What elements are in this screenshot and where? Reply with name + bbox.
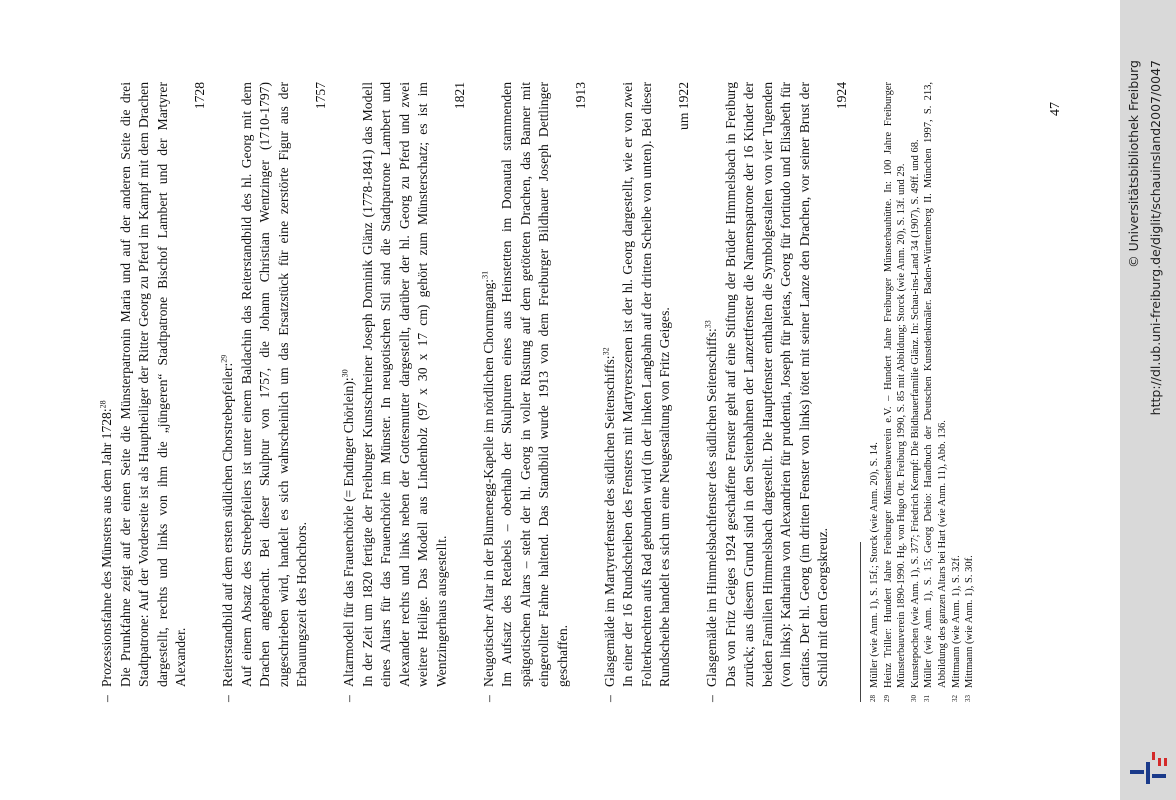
footnote-number: 29 [882,695,891,702]
viewer-sidebar [1120,0,1176,800]
entry-year: 1821 [452,82,467,110]
footnote [922,82,949,702]
footnote [909,82,923,702]
footnote-text: Heinz Triller: Hundert Jahre Freiburger Münsterbauverein e.V. – Hundert Jahre Freiburger Münsterbauhütte. In: 100 Jahre Freiburger Münsterbauverein 1890-1990. Hg. von Hugo Ott. Freiburg 1990, S. 85 mit Abbildung; Storck (wie Anm. 20), S. 13f. und 29. [882,82,908,688]
entry-year: 1757 [312,82,328,110]
entry-title: Neugotischer Altar in der Blumenegg-Kapelle im nördlichen Chorumgang: [480,278,496,687]
footnote-text: Mittmann (wie Anm. 1), S. 30f. [964,555,976,688]
entry-title: Glasgemälde im Himmelsbachfenster des südlichen Seitenschiffs: [704,328,719,687]
footnote-ref[interactable]: 30 [340,369,350,378]
footnote-text: Müller (wie Anm. 1), S. 15f.; Storck (wie Anm. 20), S. 14. [869,442,880,688]
footnote [882,82,909,702]
footnote-number: 31 [923,695,932,702]
footnote-text: Kunstepochen (wie Anm. 1), S. 377; Friedrich Kempf: Die Bildhauerfamilie Glänz. In: Schau-ins-Land 34 (1907), S. 49ff. und 68. [909,139,921,688]
footnote-number: 32 [950,695,959,702]
footnote-number: 30 [909,695,918,702]
entry-title: Altarmodell für das Frauenchörle (= Endinger Chörlein): [341,377,356,687]
footnote-divider [860,542,861,702]
footnote-ref[interactable]: 32 [600,347,610,356]
footnote-ref[interactable]: 33 [703,320,713,329]
entry-title: Reiterstandbild auf dem ersten südlichen Chorstrebepfeiler: [220,362,235,687]
footnotes [868,82,977,702]
footnote-number: 28 [869,695,877,702]
entry-neogothic-altar: –Neugotischer Altar in der Blumenegg-Kapelle im nördlichen Chorumgang:$^{31}$ Im Aufsatz des Retabels – oberhalb der Skulpturen eines aus Heinstetten im Donautal stammenden spätgotischen Altars – steht der hl. Georg in voller Rüstung auf dem getöteten Drachen, das Banner mit eingerollter Fahne haltend. Das Standbild wurde 1913 von dem Freiburger Bildhauer Joseph Dettlinger geschaffen. 1913 [480,82,591,702]
source-url-link[interactable]: http://dl.ub.uni-freiburg.de/diglit/schauinsland2007/0047 [1148,60,1163,416]
entry-procession-banner: –Prozessionsfahne des Münsters aus dem Jahr 1728:$^{28}$ Die Prunkfahne zeigt auf der einen Seite die Münsterpatronin Maria und auf der anderen Seite die drei Stadtpatrone: Auf der Vorderseite ist als Hauptheiliger der Ritter Georg zu Pferd im Kampf mit dem Drachen dargestellt, rechts und links von ihm die „jüngeren“ Stadtpatrone Bischof Lambert und der Martyrer Alexander. 1728 [98,82,209,702]
main-text [98,82,861,702]
entry-body: In der Zeit um 1820 fertigte der Freiburger Kunstschreiner Joseph Dominik Glänz (1778-1841) das Modell eines Altars für das Frauenchörle im Münster. In neugotischen Stil sind die Stadtpatrone Lambert und Alexander rechts und links neben der Gottesmutter dargestellt, darüber der hl. Georg zu Pferd und zwei weitere Heilige. Das Modell aus Lindenholz (97 x 30 x 17 cm) gehört zum Münsterschatz; es ist im Wentzingerhaus ausgestellt. [359,82,449,687]
footnote-ref[interactable]: 31 [479,270,489,279]
entry-year: um 1922 [675,82,691,130]
entry-body: Das von Fritz Geiges 1924 geschaffene Fenster geht auf eine Stiftung der Brüder Himmelsbach in Freiburg zurück; aus diesem Grund sind in den Seitenbahnen der Lanzettfenster die Namenspatrone der 16 Kinder der beiden Familien Himmelsbach dargestellt. Die Hauptfenster enthalten die Symbolgestalten von vier Tugenden (von links): Katharina von Alexandrien für prudentia, Joseph für pietas, Georg für fortitudo und Elisabeth für caritas. Der hl. Georg (im dritten Fenster von links) tötet mit seiner Lanze den Drachen, vor seiner Brust der Schild mit dem Georgskreuz. [722,82,830,687]
entry-title: Glasgemälde im Martyrerfenster des südlichen Seitenschiffs: [601,355,617,687]
footnote [963,82,977,702]
entry-body: Die Prunkfahne zeigt auf der einen Seite die Münsterpatronin Maria und auf der anderen Seite die drei Stadtpatrone: Auf der Vorderseite ist als Hauptheiliger der Ritter Georg zu Pferd im Kampf mit dem Drachen dargestellt, rechts und links von ihm die „jüngeren“ Stadtpatrone Bischof Lambert und der Martyrer Alexander. [117,82,188,687]
page-number: 47 [1048,102,1063,116]
entry-body: In einer der 16 Rundscheiben des Fensters mit Martyrerszenen ist der hl. Georg dargestellt, wie er von zwei Folterknechten aufs Rad gebunden wird (in der linken Langbahn auf der dritten Scheibe von unten). Bei dieser Rundscheibe handelt es sich um eine Neugestaltung von Fritz Geiges. [620,82,672,687]
footnote-ref[interactable]: 28 [98,400,108,409]
entry-altar-model: –Altarmodell für das Frauenchörle (= Endinger Chörlein):$^{30}$ In der Zeit um 1820 fertigte der Freiburger Kunstschreiner Joseph Dominik Glänz (1778-1841) das Modell eines Altars für das Frauenchörle im Münster. In neugotischen Stil sind die Stadtpatrone Lambert und Alexander rechts und links neben der Gottesmutter dargestellt, darüber der hl. Georg zu Pferd und zwei weitere Heilige. Das Modell aus Lindenholz (97 x 30 x 17 cm) gehört zum Münsterschatz; es ist im Wentzingerhaus ausgestellt. 1821 [340,82,470,702]
entry-equestrian-statue: –Reiterstandbild auf dem ersten südlichen Chorstrebepfeiler:$^{29}$ Auf einem Absatz des Strebepfeilers ist unter einem Baldachin das Reiterstandbild des hl. Georg mit dem Drachen angebracht. Bei dieser Skulptur von 1757, die Johann Christian Wentzinger (1710-1797) zugeschrieben wird, handelt es sich wahrscheinlich um das Ersatzstück für eine zerstörte Figur aus der Erbauungszeit des Hochchors. 1757 [219,82,330,702]
footnote-text: Müller (wie Anm. 1), S. 15; Georg Dehio: Handbuch der Deutschen Kunstdenkmäler. Baden-Württemberg II. München 1997, S. 213, Abbildung des ganzen Altars bei Hart (wie Anm. 11), Abb. 136. [923,82,948,688]
footnote [950,82,964,702]
copyright-text: © Universitätsbibliothek Freiburg [1126,60,1141,268]
entry-year: 1924 [833,82,849,110]
entry-himmelsbach-window: –Glasgemälde im Himmelsbachfenster des südlichen Seitenschiffs:$^{33}$ Das von Fritz Geiges 1924 geschaffene Fenster geht auf eine Stiftung der Brüder Himmelsbach in Freiburg zurück; aus diesem Grund sind in den Seitenbahnen der Lanzettfenster die Namenspatrone der 16 Kinder der beiden Familien Himmelsbach dargestellt. Die Hauptfenster enthalten die Symbolgestalten von vier Tugenden (von links): Katharina von Alexandrien für prudentia, Joseph für pietas, Georg für fortitudo und Elisabeth für caritas. Der hl. Georg (im dritten Fenster von links) tötet mit seiner Lanze den Drachen, vor seiner Brust der Schild mit dem Georgskreuz. 1924 [703,82,851,702]
entry-martyr-window: –Glasgemälde im Martyrerfenster des südlichen Seitenschiffs:$^{32}$ In einer der 16 Rundscheiben des Fensters mit Martyrerszenen ist der hl. Georg dargestellt, wie er von zwei Folterknechten aufs Rad gebunden wird (in der linken Langbahn auf der dritten Scheibe von unten). Bei dieser Rundscheibe handelt es sich um eine Neugestaltung von Fritz Geiges. um 1922 [601,82,694,702]
footnote [868,82,882,702]
footnote-text: Mittmann (wie Anm. 1), S. 32f. [950,555,962,688]
footnote-number: 33 [964,695,973,702]
ub-freiburg-logo-icon [1128,748,1172,788]
entry-year: 1728 [191,82,207,110]
entry-title: Prozessionsfahne des Münsters aus dem Jahr 1728: [99,408,114,687]
entry-body: Im Aufsatz des Retabels – oberhalb der Skulpturen eines aus Heinstetten im Donautal stammenden spätgotischen Altars – steht der hl. Georg in voller Rüstung auf dem getöteten Drachen, das Banner mit eingerollter Fahne haltend. Das Standbild wurde 1913 von dem Freiburger Bildhauer Joseph Dettlinger geschaffen. [499,82,570,687]
footnote-ref[interactable]: 29 [219,354,229,363]
entry-year: 1913 [573,82,588,110]
entry-body: Auf einem Absatz des Strebepfeilers ist unter einem Baldachin das Reiterstandbild des hl. Georg mit dem Drachen angebracht. Bei dieser Skulptur von 1757, die Johann Christian Wentzinger (1710-1797) zugeschrieben wird, handelt es sich wahrscheinlich um das Ersatzstück für eine zerstörte Figur aus der Erbauungszeit des Hochchors. [238,82,309,687]
